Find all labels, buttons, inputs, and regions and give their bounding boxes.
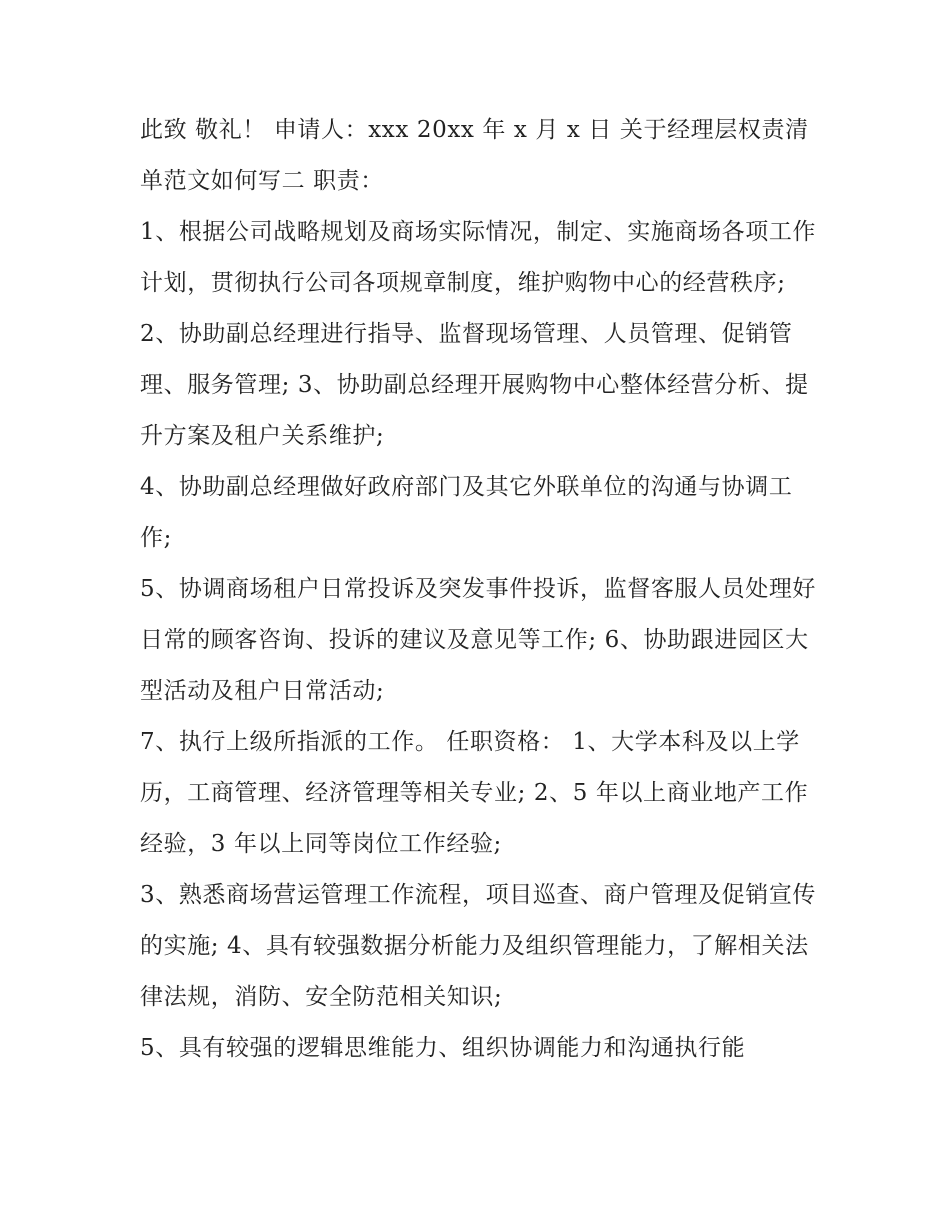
document-body xyxy=(140,105,820,1074)
paragraph-duty-4: 4、协助副总经理做好政府部门及其它外联单位的沟通与协调工作; xyxy=(140,474,793,551)
paragraph-duty-1: 1、根据公司战略规划及商场实际情况，制定、实施商场各项工作计划，贯彻执行公司各项规章制度，维护购物中心的经营秩序; xyxy=(140,219,817,296)
paragraph-closing-and-title: 此致 敬礼！ 申请人：xxx 20xx 年 x 月 x 日 关于经理层权责清单范文如何写二 职责： xyxy=(140,117,809,194)
paragraph-qualifications-5: 5、具有较强的逻辑思维能力、组织协调能力和沟通执行能 xyxy=(140,1035,746,1061)
paragraph-duty-2-3: 2、协助副总经理进行指导、监督现场管理、人员管理、促销管理、服务管理; 3、协助副总经理开展购物中心整体经营分析、提升方案及租户关系维护; xyxy=(140,321,809,449)
paragraph-duty-7-qualifications-1-2: 7、执行上级所指派的工作。 任职资格： 1、大学本科及以上学历，工商管理、经济管理等相关专业; 2、5 年以上商业地产工作经验，3 年以上同等岗位工作经验; xyxy=(140,729,809,857)
paragraph-qualifications-3-4: 3、熟悉商场营运管理工作流程，项目巡查、商户管理及促销宣传的实施; 4、具有较强数据分析能力及组织管理能力，了解相关法律法规，消防、安全防范相关知识; xyxy=(140,882,817,1010)
paragraph-duty-5-6: 5、协调商场租户日常投诉及突发事件投诉，监督客服人员处理好日常的顾客咨询、投诉的建议及意见等工作; 6、协助跟进园区大型活动及租户日常活动; xyxy=(140,576,817,704)
